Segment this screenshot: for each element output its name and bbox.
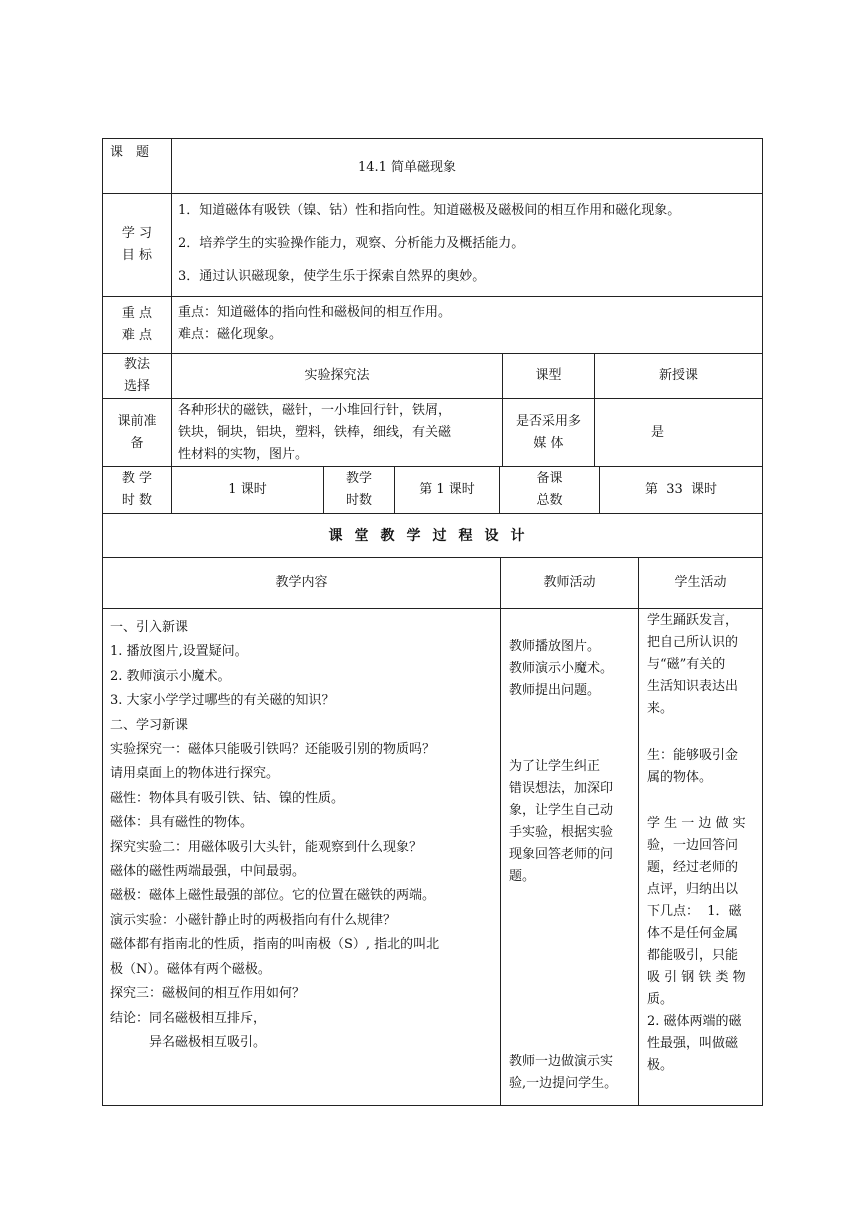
process-heading: 课堂教学过程设计 — [328, 527, 537, 544]
prep-line: 铁块，铜块，铝块，塑料，铁棒，细线，有关磁 — [178, 425, 452, 440]
goals-list — [178, 200, 762, 299]
content-line: 磁极：磁体上磁性最强的部位。它的位置在磁铁的两端。 — [110, 888, 436, 904]
prep-label-line1: 课前准 — [117, 413, 157, 429]
teacher-line: 为了让学生纠正 — [509, 759, 601, 774]
content-line: 探究实验二：用磁体吸引大头针，能观察到什么现象？ — [110, 839, 423, 855]
content-line: 2. 教师演示小魔术。 — [110, 668, 231, 684]
goals-label-line1: 学 习 — [121, 226, 153, 241]
teacher-line: 教师一边做演示实 — [509, 1054, 614, 1069]
media-used: 是 — [650, 424, 664, 440]
column-student-header: 学生活动 — [674, 575, 727, 590]
topic-label: 课 题 — [110, 145, 150, 160]
student-line: 点评，归纳出以 — [647, 882, 739, 897]
key-label-line2: 难 点 — [121, 328, 153, 343]
content-line: 请用桌面上的物体进行探究。 — [110, 766, 280, 782]
key-points — [178, 302, 758, 346]
difficult-point: 难点：磁化现象。 — [178, 327, 283, 342]
teacher-line: 手实验，根据实验 — [509, 825, 614, 840]
student-line: 题，经过老师的 — [647, 860, 739, 875]
media-label-line1: 是否采用多 — [515, 413, 581, 429]
prep-label — [103, 399, 171, 466]
media-label-line2: 媒 体 — [533, 435, 564, 451]
prep-line: 性材料的实物，图片。 — [178, 447, 309, 462]
goal-item: 2．培养学生的实验操作能力，观察、分析能力及概括能力。 — [178, 236, 525, 251]
teacher-line: 教师提出问题。 — [509, 683, 601, 698]
teacher-line: 教师演示小魔术。 — [509, 661, 614, 676]
method-label-line2: 选择 — [123, 379, 150, 394]
student-activity-2 — [647, 745, 761, 789]
content-line: 1. 播放图片,设置疑问。 — [110, 644, 248, 660]
student-line: 把自己所认识的 — [647, 635, 739, 650]
teacher-line: 错误想法，加深印 — [509, 781, 614, 796]
hours-label-line1: 教 学 — [121, 471, 153, 486]
teacher-line: 题。 — [509, 869, 536, 884]
student-line: 学生踊跃发言， — [647, 613, 739, 628]
student-line: 验，一边回答问 — [647, 838, 739, 853]
student-line: 学 生 一 边 做 实 — [647, 816, 746, 831]
column-content-header: 教学内容 — [275, 575, 328, 590]
student-line: 属的物体。 — [647, 770, 713, 785]
hours-label-line2: 时 数 — [121, 493, 153, 508]
student-line: 极。 — [647, 1058, 674, 1073]
student-line: 来。 — [647, 701, 674, 716]
teacher-activity-1 — [509, 636, 635, 702]
hours2-label — [324, 467, 394, 513]
student-line: 质。 — [647, 992, 674, 1007]
goals-label — [103, 194, 171, 296]
hours2-label-line2: 时数 — [345, 493, 372, 508]
content-line: 磁体：具有磁性的物体。 — [110, 815, 254, 831]
total-label-line1: 备课 — [536, 471, 563, 486]
teacher-line: 象，让学生自己动 — [509, 803, 614, 818]
method-label-line1: 教法 — [123, 357, 150, 372]
student-line: 都能吸引，只能 — [647, 948, 739, 963]
content-line: 异名磁极相互吸引。 — [110, 1034, 267, 1050]
teacher-line: 教师播放图片。 — [509, 639, 601, 654]
key-label-line1: 重 点 — [121, 306, 153, 321]
content-line: 演示实验：小磁针静止时的两极指向有什么规律？ — [110, 912, 397, 928]
content-line: 磁体的磁性两端最强，中间最弱。 — [110, 864, 306, 880]
goals-label-line2: 目 标 — [121, 248, 153, 263]
lesson-type-label: 课型 — [535, 368, 562, 383]
prep-line: 各种形状的磁铁，磁针，一小堆回行针，铁屑， — [178, 403, 452, 418]
total-label-line2: 总数 — [536, 493, 563, 508]
student-line: 性最强，叫做磁 — [647, 1036, 739, 1051]
content-column — [110, 616, 498, 1055]
prep-label-line2: 备 — [130, 435, 144, 451]
lesson-topic: 14.1 简单磁现象 — [357, 160, 457, 175]
total-hours: 第 33 课时 — [644, 482, 718, 497]
student-activity-1 — [647, 610, 761, 720]
lesson-type: 新授课 — [658, 368, 698, 383]
content-line: 探究三：磁极间的相互作用如何？ — [110, 986, 306, 1002]
teacher-line: 验,一边提问学生。 — [509, 1076, 618, 1091]
student-line: 2. 磁体两端的磁 — [647, 1014, 742, 1029]
teaching-method: 实验探究法 — [304, 368, 370, 383]
teacher-activity-3 — [509, 1051, 637, 1095]
column-teacher-header: 教师活动 — [543, 575, 596, 590]
hours2-label-line1: 教学 — [345, 471, 372, 486]
goal-item: 3．通过认识磁现象，使学生乐于探索自然界的奥妙。 — [178, 269, 486, 284]
content-line: 二、学习新课 — [110, 717, 189, 733]
content-line: 3. 大家小学学过哪些的有关磁的知识？ — [110, 693, 335, 709]
current-hour: 第 1 课时 — [419, 482, 475, 497]
media-label — [503, 399, 594, 466]
student-line: 与“磁”有关的 — [647, 657, 726, 672]
student-line: 生活知识表达出 — [647, 679, 739, 694]
key-label — [103, 297, 171, 353]
key-point: 重点：知道磁体的指向性和磁极间的相互作用。 — [178, 305, 452, 320]
content-line: 磁体都有指南北的性质，指南的叫南极（S）, 指北的叫北 — [110, 937, 440, 953]
hours-label — [103, 467, 171, 513]
student-line: 吸 引 钢 铁 类 物 — [647, 970, 746, 985]
content-line: 磁性：物体具有吸引铁、钴、镍的性质。 — [110, 790, 345, 806]
total-label — [500, 467, 599, 513]
goal-item: 1．知道磁体有吸铁（镍、钴）性和指向性。知道磁极及磁极间的相互作用和磁化现象。 — [178, 203, 681, 218]
teaching-hours: 1 课时 — [228, 482, 267, 497]
content-line: 结论：同名磁极相互排斥， — [110, 1010, 267, 1026]
content-line: 一、引入新课 — [110, 620, 189, 635]
teacher-activity-2 — [509, 756, 635, 888]
content-line: 实验探究一：磁体只能吸引铁吗？还能吸引别的物质吗？ — [110, 742, 436, 758]
content-line: 极（N）。磁体有两个磁极。 — [110, 961, 271, 977]
student-line: 体不是任何金属 — [647, 926, 739, 941]
student-line: 下几点： 1．磁 — [647, 904, 742, 919]
student-line: 生：能够吸引金 — [647, 748, 739, 763]
method-label — [103, 354, 171, 398]
student-activity-3 — [647, 813, 761, 1077]
teacher-line: 现象回答老师的问 — [509, 847, 614, 862]
prep-materials — [178, 400, 500, 466]
